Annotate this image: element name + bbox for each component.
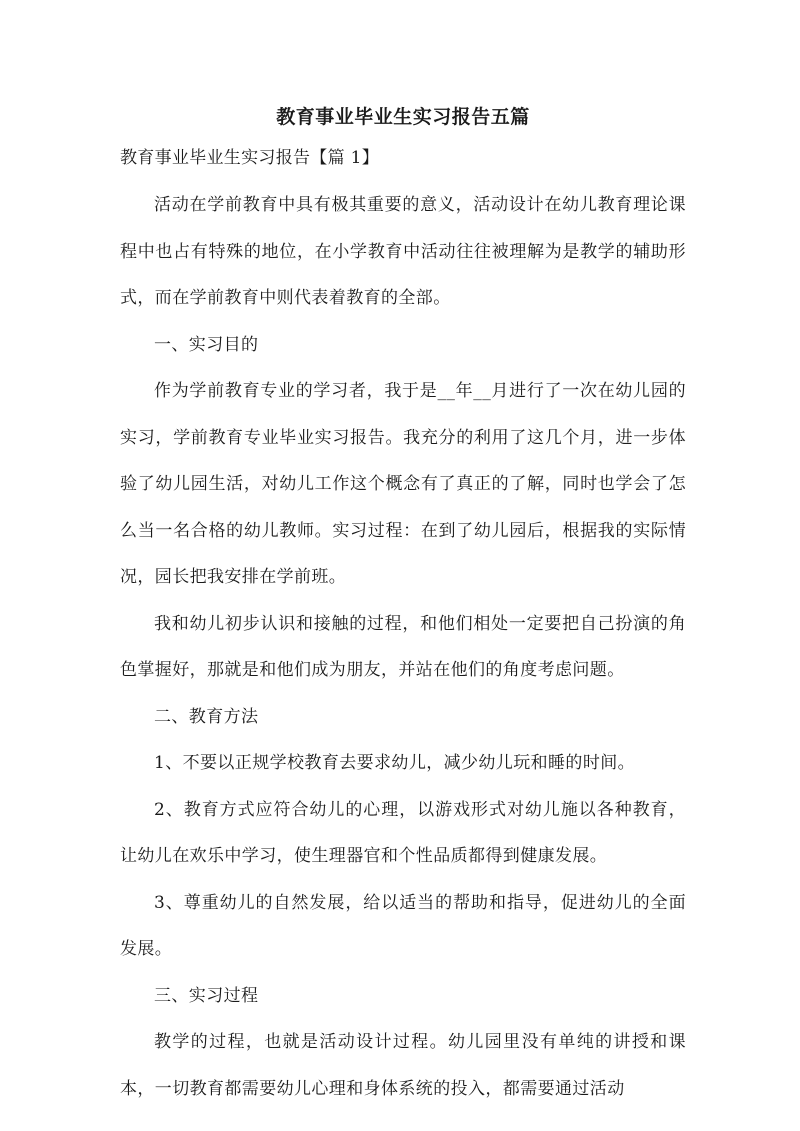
paragraph-process: 教学的过程，也就是活动设计过程。幼儿园里没有单纯的讲授和课本，一切教育都需要幼儿心理和身体系统的投入，都需要通过活动 [120,1032,686,1099]
paragraph-intro: 活动在学前教育中具有极其重要的意义，活动设计在幼儿教育理论课程中也占有特殊的地位，在小学教育中活动往往被理解为是教学的辅助形式，而在学前教育中则代表着教育的全部。 [120,195,686,308]
document-body [120,100,686,1112]
heading-process: 三、实习过程 [154,985,259,1006]
list-item-method-3: 3、尊重幼儿的自然发展，给以适当的帮助和指导，促进幼儿的全面发展。 [120,892,686,959]
paragraph-relationship: 我和幼儿初步认识和接触的过程，和他们相处一定要把自己扮演的角色掌握好，那就是和他们成为朋友，并站在他们的角度考虑问题。 [120,613,686,680]
heading-methods: 二、教育方法 [154,706,259,727]
section-subtitle: 教育事业毕业生实习报告【篇 1】 [120,148,380,168]
list-item-method-2: 2、教育方式应符合幼儿的心理，以游戏形式对幼儿施以各种教育，让幼儿在欢乐中学习，使生理器官和个性品质都得到健康发展。 [120,799,686,866]
paragraph-purpose: 作为学前教育专业的学习者，我于是__年__月进行了一次在幼儿园的实习，学前教育专业毕业实习报告。我充分的利用了这几个月，进一步体验了幼儿园生活，对幼儿工作这个概念有了真正的了解，同时也学会了怎么当一名合格的幼儿教师。实习过程：在到了幼儿园后，根据我的实际情况，园长把我安排在学前班。 [120,381,686,587]
heading-purpose: 一、实习目的 [154,334,259,355]
list-item-method-1: 1、不要以正规学校教育去要求幼儿，减少幼儿玩和睡的时间。 [154,753,636,773]
document-title: 教育事业毕业生实习报告五篇 [276,106,530,128]
